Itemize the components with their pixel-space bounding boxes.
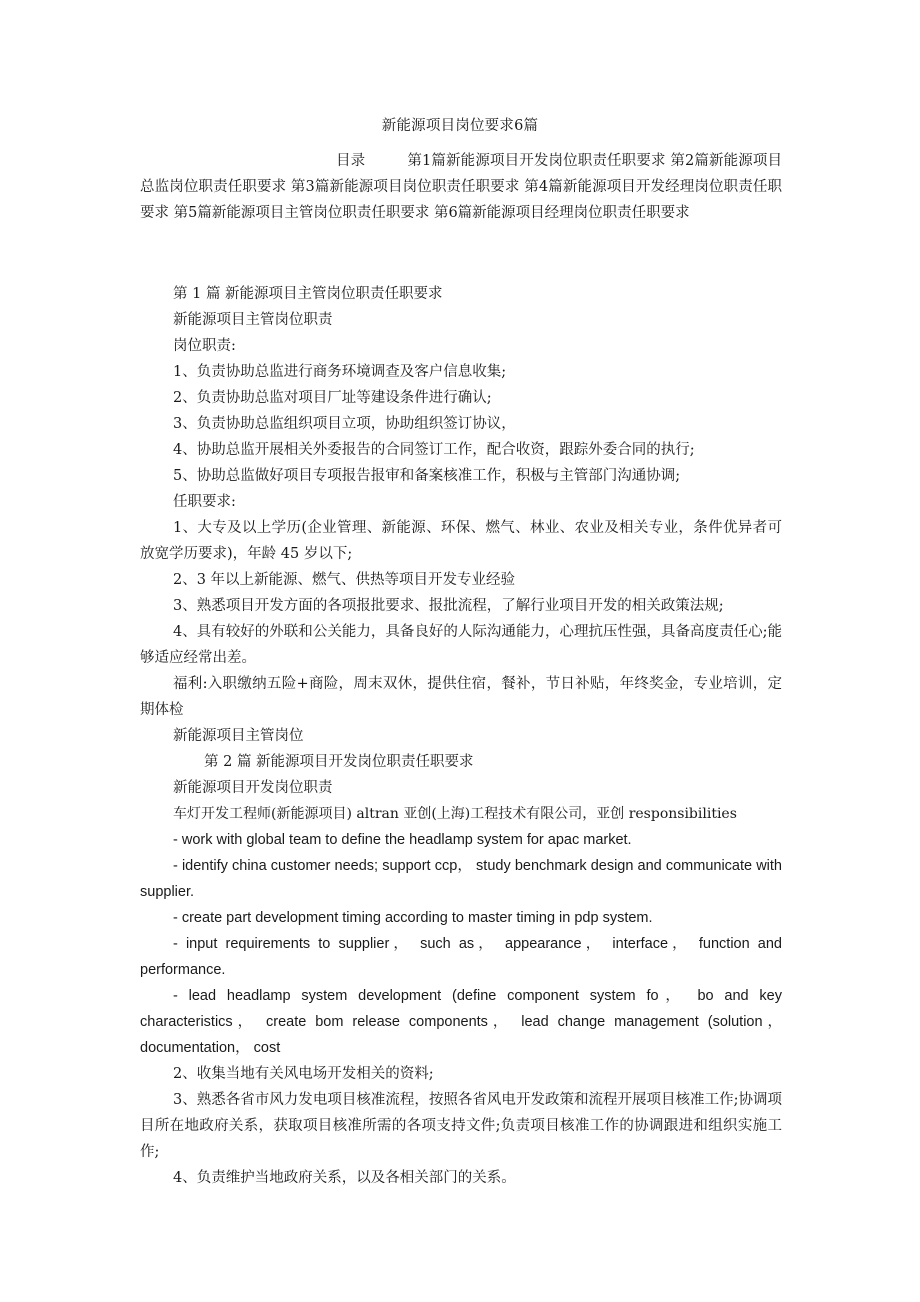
duty-item: 1、负责协助总监进行商务环境调查及客户信息收集; xyxy=(173,364,507,380)
duty-item: 5、协助总监做好项目专项报告报审和备案核准工作，积极与主管部门沟通协调; xyxy=(173,468,681,484)
duty-item: 4、协助总监开展相关外委报告的合同签订工作，配合收资，跟踪外委合同的执行; xyxy=(173,442,695,458)
document-title: 新能源项目岗位要求6篇 xyxy=(381,118,539,134)
table-of-contents xyxy=(140,148,782,226)
requirement-item: 1、大专及以上学历(企业管理、新能源、环保、燃气、林业、农业及相关专业，条件优异者可放宽学历要求)，年龄 45 岁以下; xyxy=(140,520,782,562)
responsibility-item: - work with global team to define the headlamp system for apac market. xyxy=(173,832,632,848)
duty-item: 2、负责协助总监对项目厂址等建设条件进行确认; xyxy=(173,390,492,406)
toc-text: 第1篇新能源项目开发岗位职责任职要求 第2篇新能源项目总监岗位职责任职要求 第3篇新能源项目岗位职责任职要求 第4篇新能源项目开发经理岗位职责任职要求 第5篇新能源项目主管岗位职责任职要求 第6篇新能源项目经理岗位职责任职要求 xyxy=(140,153,783,221)
section-2-item: 2、收集当地有关风电场开发相关的资料; xyxy=(173,1066,434,1082)
section-1-subheading: 新能源项目主管岗位职责 xyxy=(173,312,333,328)
duties-label: 岗位职责: xyxy=(173,338,236,354)
company-line: 车灯开发工程师(新能源项目) altran 亚创(上海)工程技术有限公司，亚创 responsibilities xyxy=(173,806,737,822)
section-2-subheading: 新能源项目开发岗位职责 xyxy=(173,780,333,796)
section-1 xyxy=(173,281,783,515)
section-2-heading: 第 2 篇 新能源项目开发岗位职责任职要求 xyxy=(204,754,474,770)
benefits-text: 福利:入职缴纳五险+商险，周末双休，提供住宿，餐补，节日补贴，年终奖金，专业培训，定期体检 xyxy=(140,676,782,718)
requirement-item: 2、3 年以上新能源、燃气、供热等项目开发专业经验 xyxy=(173,572,516,588)
toc-label: 目录 xyxy=(336,153,366,169)
requirement-item: 3、熟悉项目开发方面的各项报批要求、报批流程，了解行业项目开发的相关政策法规; xyxy=(173,598,724,614)
section-1-heading: 第 1 篇 新能源项目主管岗位职责任职要求 xyxy=(173,286,443,302)
responsibility-item: - create part development timing according to master timing in pdp system. xyxy=(173,910,653,926)
section-2-item: 3、熟悉各省市风力发电项目核准流程，按照各省风电开发政策和流程开展项目核准工作;协调项目所在地政府关系，获取项目核准所需的各项支持文件;负责项目核准工作的协调跟进和组织实施工作; xyxy=(140,1092,782,1160)
section-1-footer: 新能源项目主管岗位 xyxy=(173,728,304,744)
section-2-item: 4、负责维护当地政府关系，以及各相关部门的关系。 xyxy=(173,1170,516,1186)
responsibility-item: - input requirements to supplier， such as， appearance， interface， function and performance. xyxy=(140,936,782,978)
requirement-item: 4、具有较好的外联和公关能力，具备良好的人际沟通能力，心理抗压性强，具备高度责任心;能够适应经常出差。 xyxy=(140,624,782,666)
requirements-label: 任职要求: xyxy=(173,494,236,510)
duty-item: 3、负责协助总监组织项目立项，协助组织签订协议， xyxy=(173,416,516,432)
responsibility-item: - identify china customer needs; support ccp， study benchmark design and communicate with supplier. xyxy=(140,858,782,900)
responsibility-item: - lead headlamp system development (define component system fo， bo and key characteristics， create bom release components， lead change management (solution， documentation， cost xyxy=(140,988,782,1056)
